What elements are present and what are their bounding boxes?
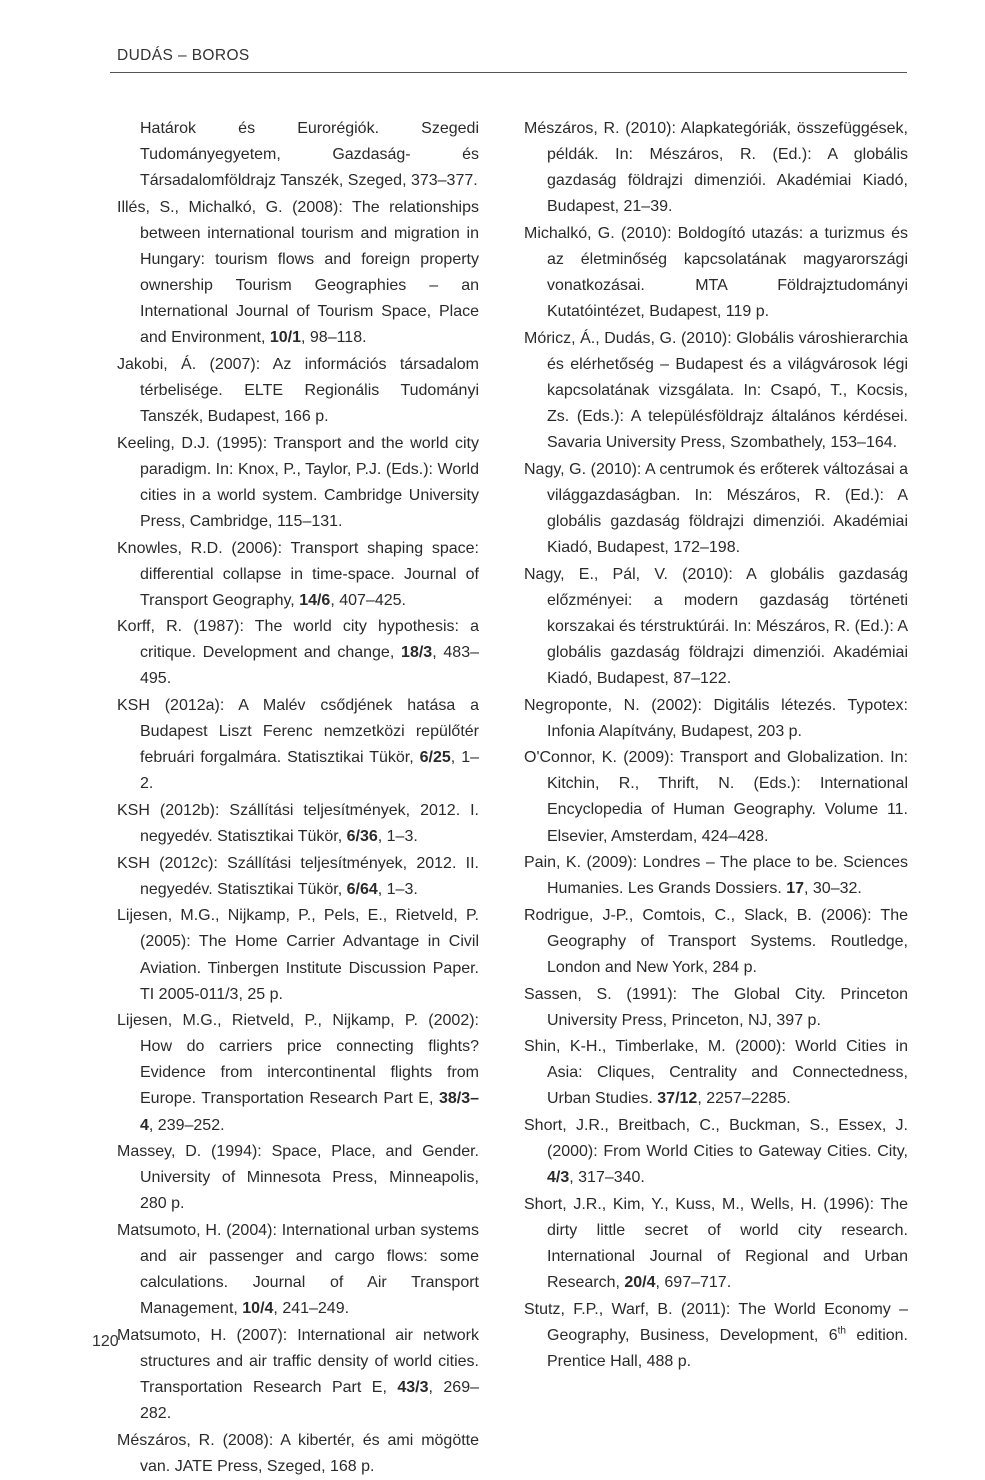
reference-pages: , 30–32. — [804, 880, 862, 898]
reference-pages: , 697–717. — [655, 1274, 732, 1292]
reference-volume: 6/25 — [419, 749, 451, 767]
reference-entry — [117, 798, 479, 850]
reference-entry — [524, 1034, 908, 1112]
reference-entry — [117, 1008, 479, 1138]
reference-text: KSH (2012b): Szállítási teljesítmények, 2012. I. negyedév. Statisztikai Tükör, — [117, 801, 479, 846]
reference-pages: , 1–2. — [140, 749, 479, 793]
reference-entry — [524, 903, 908, 981]
reference-entry — [524, 850, 908, 902]
reference-pages: , 1–3. — [377, 880, 418, 898]
reference-volume: 6/36 — [346, 828, 378, 846]
reference-entry — [524, 116, 908, 220]
page-number: 120 — [92, 1333, 119, 1350]
reference-text: Matsumoto, H. (2004): International urban systems and air passenger and cargo flows: some calculations. Journal of Air Transport Management, — [117, 1221, 479, 1318]
reference-text: Nagy, E., Pál, V. (2010): A globális gazdaság előzményei: a modern gazdaság történeti korszakai és térstruktúrái. In: Mészáros, R. (Ed.): A globális gazdaság földrajzi dimenziói. Akadémiai Kiadó, Budapest, 87–122. — [524, 565, 908, 687]
reference-text: Stutz, F.P., Warf, B. (2011): The World Economy – Geography, Business, Development, 6 — [524, 1300, 908, 1344]
reference-pages: edition. Prentice Hall, 488 p. — [547, 1326, 908, 1370]
reference-text: Short, J.R., Breitbach, C., Buckman, S., Essex, J. (2000): From World Cities to Gateway Cities. City, — [524, 1117, 908, 1161]
reference-text: Short, J.R., Kim, Y., Kuss, M., Wells, H. (1996): The dirty little secret of world city research. International Journal of Regional and Urban Research, — [524, 1195, 908, 1292]
reference-text: Mészáros, R. (2010): Alapkategóriák, összefüggések, példák. In: Mészáros, R. (Ed.): A globális gazdaság földrajzi dimenziói. Akadémiai Kiadó, Budapest, 21–39. — [524, 120, 908, 216]
reference-volume: 37/12 — [657, 1090, 698, 1108]
reference-entry — [117, 1218, 479, 1322]
reference-entry — [524, 982, 908, 1034]
reference-entry — [524, 221, 908, 325]
reference-text: Jakobi, Á. (2007): Az információs társadalom térbelisége. ELTE Regionális Tudományi Tanszék, Budapest, 166 p. — [117, 355, 479, 426]
reference-entry — [117, 536, 479, 614]
reference-entry — [524, 562, 908, 692]
reference-volume: 14/6 — [299, 591, 331, 609]
reference-entry — [117, 614, 479, 692]
reference-volume: 10/4 — [242, 1300, 274, 1318]
reference-text: Knowles, R.D. (2006): Transport shaping space: differential collapse in time-space. Journal of Transport Geography, — [117, 539, 479, 609]
reference-entry — [117, 693, 479, 797]
reference-pages: , 269–282. — [140, 1379, 479, 1423]
references-left-column — [117, 116, 479, 1480]
reference-entry — [524, 745, 908, 849]
reference-text: Rodrigue, J-P., Comtois, C., Slack, B. (2006): The Geography of Transport Systems. Routledge, London and New York, 284 p. — [524, 906, 908, 976]
reference-entry — [117, 195, 479, 352]
running-head: DUDÁS – BOROS — [117, 47, 250, 64]
reference-pages: , 1–3. — [377, 828, 418, 846]
reference-superscript: th — [837, 1325, 846, 1337]
reference-pages: , 239–252. — [148, 1116, 225, 1134]
reference-entry — [117, 903, 479, 1007]
reference-text: O'Connor, K. (2009): Transport and Globalization. In: Kitchin, R., Thrift, N. (Eds.): International Encyclopedia of Human Geography. Volume 11. Elsevier, Amsterdam, 424–428. — [524, 749, 908, 845]
reference-text: Illés, S., Michalkó, G. (2008): The relationships between international tourism and migration in Hungary: tourism flows and foreign property ownership Tourism Geographies – an International Journal of Tourism Space, Place and Environment, — [117, 198, 479, 347]
reference-text: KSH (2012c): Szállítási teljesítmények, 2012. II. negyedév. Statisztikai Tükör, — [117, 854, 479, 898]
reference-text: Massey, D. (1994): Space, Place, and Gender. University of Minnesota Press, Minneapolis, 280 p. — [117, 1143, 479, 1213]
reference-volume: 43/3 — [397, 1379, 429, 1396]
reference-text: Korff, R. (1987): The world city hypothesis: a critique. Development and change, — [117, 618, 479, 662]
reference-entry — [524, 1192, 908, 1296]
reference-entry — [117, 851, 479, 903]
reference-text: Michalkó, G. (2010): Boldogító utazás: a turizmus és az életminőség kapcsolatának magyarországi vonatkozásai. MTA Földrajztudományi Kutatóintézet, Budapest, 119 p. — [524, 224, 908, 321]
reference-volume: 18/3 — [401, 644, 433, 662]
reference-volume: 38/3–4 — [140, 1090, 479, 1134]
references-right-column — [524, 116, 908, 1376]
reference-volume: 20/4 — [624, 1274, 656, 1292]
reference-entry — [117, 1139, 479, 1217]
reference-pages: , 483–495. — [140, 644, 480, 688]
reference-entry — [524, 1113, 908, 1191]
reference-text: Keeling, D.J. (1995): Transport and the world city paradigm. In: Knox, P., Taylor, P.J. (Eds.): World cities in a world system. Cambridge University Press, Cambridge, 115–131. — [117, 434, 479, 530]
reference-entry — [524, 326, 908, 456]
reference-pages: , 407–425. — [330, 591, 406, 609]
reference-entry — [117, 352, 479, 430]
reference-pages: , 98–118. — [301, 329, 367, 347]
reference-text: KSH (2012a): A Malév csődjének hatása a Budapest Liszt Ferenc nemzetközi repülőtér februári forgalmára. Statisztikai Tükör, — [117, 697, 479, 767]
reference-entry — [524, 457, 908, 561]
reference-text: Mészáros, R. (2008): A kibertér, és ami mögötte van. JATE Press, Szeged, 168 p. — [117, 1431, 479, 1475]
reference-volume: 4/3 — [547, 1169, 570, 1187]
reference-entry — [524, 1297, 908, 1375]
reference-text: Lijesen, M.G., Nijkamp, P., Pels, E., Rietveld, P. (2005): The Home Carrier Advantage in Civil Aviation. Tinbergen Institute Discussion Paper. TI 2005-011/3, 25 p. — [117, 907, 479, 1003]
reference-pages: , 241–249. — [273, 1300, 350, 1318]
reference-text: Sassen, S. (1991): The Global City. Princeton University Press, Princeton, NJ, 397 p. — [524, 985, 908, 1029]
reference-entry — [117, 116, 479, 194]
reference-volume: 17 — [786, 880, 804, 898]
reference-text: Nagy, G. (2010): A centrumok és erőterek változásai a világgazdaságban. In: Mészáros, R. (Ed.): A globális gazdaság földrajzi dimenziói. Akadémiai Kiadó, Budapest, 172–198. — [524, 460, 908, 556]
reference-text: Határok és Eurorégiók. Szegedi Tudományegyetem, Gazdaság- és Társadalomföldrajz Tanszék, Szeged, 373–377. — [140, 120, 479, 190]
reference-entry — [117, 431, 479, 535]
reference-text: Negroponte, N. (2002): Digitális létezés. Typotex: Infonia Alapítvány, Budapest, 203 p. — [524, 696, 908, 740]
reference-pages: , 317–340. — [569, 1169, 645, 1187]
reference-entry — [117, 1428, 479, 1480]
reference-text: Lijesen, M.G., Rietveld, P., Nijkamp, P. (2002): How do carriers price connecting flights? Evidence from intercontinental flights from Europe. Transportation Research Part E, — [117, 1012, 479, 1108]
reference-entry — [117, 1323, 479, 1427]
header-rule — [110, 72, 907, 73]
reference-pages: , 2257–2285. — [697, 1090, 791, 1108]
reference-text: Matsumoto, H. (2007): International air network structures and air traffic density of world cities. Transportation Research Part E, — [117, 1326, 479, 1396]
reference-text: Móricz, Á., Dudás, G. (2010): Globális városhierarchia és elérhetőség – Budapest és a világvárosok légi kapcsolatának vizsgálata. In: Csapó, T., Kocsis, Zs. (Eds.): A településföldrajz általános kérdései. Savaria University Press, Szombathely, 153–164. — [524, 329, 908, 452]
reference-volume: 6/64 — [346, 880, 378, 898]
reference-text: Pain, K. (2009): Londres – The place to be. Sciences Humanies. Les Grands Dossiers. — [524, 854, 908, 898]
reference-entry — [524, 693, 908, 745]
reference-text: Shin, K-H., Timberlake, M. (2000): World Cities in Asia: Cliques, Centrality and Connectedness, Urban Studies. — [524, 1038, 908, 1108]
reference-volume: 10/1 — [269, 329, 301, 347]
